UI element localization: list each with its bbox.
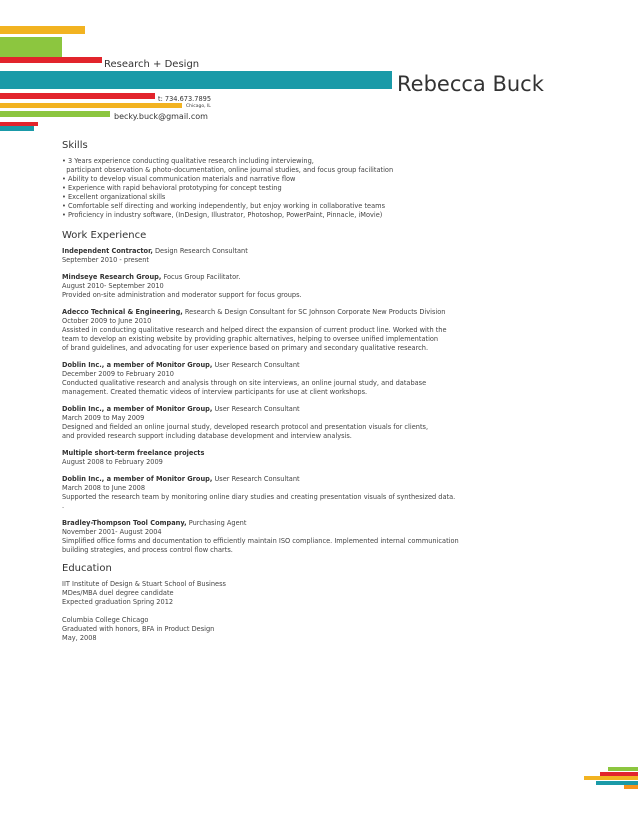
skill-item: • Excellent organizational skills — [62, 193, 166, 201]
job-org: Independent Contractor, — [62, 247, 153, 255]
job-entry — [62, 405, 602, 441]
city: Chicago, IL — [186, 104, 211, 109]
header-bar-teal-2 — [0, 80, 392, 89]
skill-item: participant observation & photo-documentation, online journal studies, and focus group facilitation — [62, 166, 394, 174]
job-entry — [62, 361, 602, 397]
header-bar-red-1 — [0, 57, 102, 63]
skill-item: • Proficiency in industry software, (InDesign, Illustrator, Photoshop, PowerPaint, Pinnacle, iMovie) — [62, 211, 383, 219]
experience-list — [62, 247, 602, 555]
job-header — [62, 361, 602, 370]
job-role: Research & Design Consultant for SC Johnson Corporate New Products Division — [182, 308, 446, 316]
job-line: March 2008 to June 2008 — [62, 484, 146, 492]
job-line: management. Created thematic videos of interview participants for use at client workshops. — [62, 388, 368, 396]
job-line: March 2009 to May 2009 — [62, 414, 145, 422]
job-header — [62, 475, 602, 484]
header-bar-green — [0, 37, 62, 57]
education-line: Columbia College Chicago — [62, 616, 149, 624]
footer-bar-orange — [624, 785, 638, 789]
experience-heading: Work Experience — [62, 230, 147, 241]
education-line: Graduated with honors, BFA in Product Design — [62, 625, 215, 633]
header-bar-teal-3 — [0, 126, 34, 131]
job-line: Provided on-site administration and moderator support for focus groups. — [62, 291, 302, 299]
skill-item: • 3 Years experience conducting qualitative research including interviewing, — [62, 157, 314, 165]
job-entry — [62, 247, 602, 265]
job-role: Design Research Consultant — [152, 247, 248, 255]
education-line: MDes/MBA duel degree candidate — [62, 589, 174, 597]
job-org: Doblin Inc., a member of Monitor Group, — [62, 405, 213, 413]
tagline: Research + Design — [104, 59, 200, 70]
resume-body — [62, 140, 602, 643]
job-entry — [62, 449, 602, 467]
footer-bar-green — [608, 767, 638, 771]
education-line: Expected graduation Spring 2012 — [62, 598, 174, 606]
job-header — [62, 308, 602, 317]
job-line: . — [62, 502, 65, 510]
job-entry — [62, 273, 602, 300]
education-line: May, 2008 — [62, 634, 97, 642]
job-org: Adecco Technical & Engineering, — [62, 308, 183, 316]
job-line: Simplified office forms and documentation to efficiently maintain ISO compliance. Implemented internal communication — [62, 537, 459, 545]
education-heading: Education — [62, 563, 112, 574]
job-line: Conducted qualitative research and analysis through on site interviews, an online journal study, and database — [62, 379, 427, 387]
skill-item: • Comfortable self directing and working independently, but enjoy working in collaborative teams — [62, 202, 386, 210]
job-role: User Research Consultant — [212, 475, 300, 483]
job-line: and provided research support including database development and interview analysis. — [62, 432, 352, 440]
job-header — [62, 273, 602, 282]
job-org: Multiple short-term freelance projects — [62, 449, 205, 457]
job-org: Doblin Inc., a member of Monitor Group, — [62, 475, 213, 483]
job-entry — [62, 475, 602, 511]
job-role: Focus Group Facilitator. — [161, 273, 241, 281]
phone: t: 734.673.7895 — [158, 95, 212, 103]
job-line: Designed and fielded an online journal study, developed research protocol and presentation visuals for clients, — [62, 423, 429, 431]
skills-heading: Skills — [62, 140, 88, 151]
skill-item: • Ability to develop visual communication materials and narrative flow — [62, 175, 296, 183]
education-list — [62, 580, 602, 643]
job-entry — [62, 519, 602, 555]
email: becky.buck@gmail.com — [114, 112, 208, 121]
job-role: Purchasing Agent — [186, 519, 247, 527]
job-line: November 2001- August 2004 — [62, 528, 162, 536]
footer-bar-yellow — [584, 776, 638, 780]
job-line: August 2008 to February 2009 — [62, 458, 163, 466]
skills-list — [62, 157, 602, 220]
job-header — [62, 449, 602, 458]
job-line: of brand guidelines, and advocating for user experience based on primary and secondary qualitative research. — [62, 344, 429, 352]
header-bar-red-2 — [0, 93, 155, 99]
education-spacer — [62, 607, 602, 616]
job-org: Doblin Inc., a member of Monitor Group, — [62, 361, 213, 369]
job-role: User Research Consultant — [212, 405, 300, 413]
job-org: Bradley-Thompson Tool Company, — [62, 519, 187, 527]
job-line: October 2009 to June 2010 — [62, 317, 152, 325]
job-line: team to develop an existing website by providing graphic alternatives, helping to oversee unified implementation — [62, 335, 439, 343]
job-line: Assisted in conducting qualitative research and helped direct the expansion of current product line. Worked with the — [62, 326, 447, 334]
job-header — [62, 247, 602, 256]
job-line: December 2009 to February 2010 — [62, 370, 174, 378]
header-bar-yellow — [0, 26, 85, 34]
job-line: August 2010- September 2010 — [62, 282, 164, 290]
header-bar-yellow-2 — [0, 103, 182, 108]
job-entry — [62, 308, 602, 353]
job-header — [62, 405, 602, 414]
skill-item: • Experience with rapid behavioral prototyping for concept testing — [62, 184, 282, 192]
job-header — [62, 519, 602, 528]
job-role: User Research Consultant — [212, 361, 300, 369]
education-line: IIT Institute of Design & Stuart School of Business — [62, 580, 226, 588]
job-line: Supported the research team by monitoring online diary studies and creating presentation visuals of synthesized data. — [62, 493, 456, 501]
header-bar-green-2 — [0, 111, 110, 117]
job-line: building strategies, and process control flow charts. — [62, 546, 233, 554]
job-org: Mindseye Research Group, — [62, 273, 162, 281]
name-title: Rebecca Buck — [397, 72, 544, 96]
header-bar-teal-1 — [0, 71, 392, 80]
job-line: September 2010 - present — [62, 256, 149, 264]
